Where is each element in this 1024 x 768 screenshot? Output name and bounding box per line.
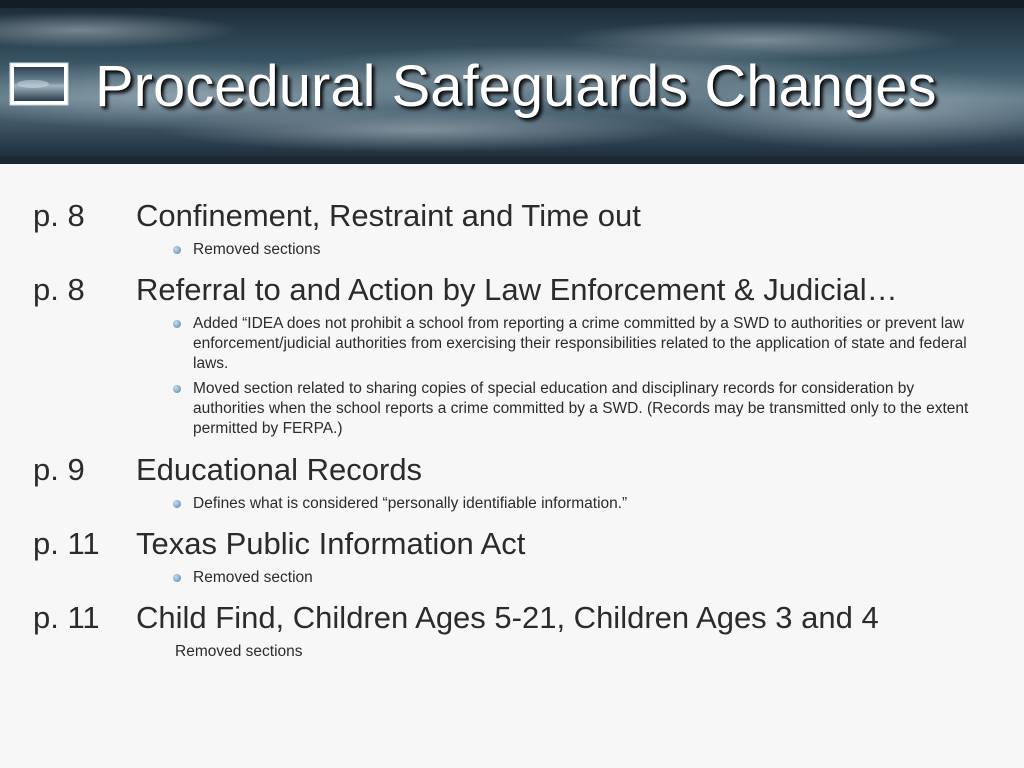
bullet-dot-icon: [173, 385, 181, 393]
page-reference: p. 9: [33, 452, 85, 487]
slide-content: [0, 164, 1024, 768]
bullet-item: [173, 494, 983, 514]
bullet-text: Removed sections: [193, 241, 321, 258]
bullet-item: [173, 379, 983, 439]
bullet-item: [173, 568, 983, 588]
bullet-text: Removed section: [193, 569, 313, 586]
bullet-list: [173, 568, 983, 593]
topic-heading: Referral to and Action by Law Enforcement & Judicial…: [136, 272, 898, 307]
topic-heading: Child Find, Children Ages 5-21, Children Ages 3 and 4: [136, 600, 879, 635]
bullet-dot-icon: [173, 320, 181, 328]
bullet-dot-icon: [173, 500, 181, 508]
slide-title-icon: [9, 62, 69, 106]
bullet-list: [173, 494, 983, 519]
bullet-list: [173, 314, 983, 444]
page-reference: p. 8: [33, 198, 85, 233]
slide-header-banner: [0, 0, 1024, 164]
bullet-list: [173, 240, 983, 265]
topic-heading: Educational Records: [136, 452, 423, 487]
bullet-item: [173, 240, 983, 260]
bullet-item: [173, 314, 983, 374]
bullet-dot-icon: [173, 246, 181, 254]
bullet-text: Defines what is considered “personally identifiable information.”: [193, 495, 628, 512]
page-reference: p. 11: [33, 600, 100, 635]
sub-note: Removed sections: [175, 643, 303, 660]
topic-heading: Texas Public Information Act: [136, 526, 526, 561]
bullet-dot-icon: [173, 574, 181, 582]
slide-title: Procedural Safeguards Changes: [95, 54, 937, 119]
bullet-text: Moved section related to sharing copies of special education and disciplinary records for consideration by authorities when the school reports a crime committed by a SWD. (Records may be transmitted only to the extent permitted by FERPA.): [193, 380, 969, 437]
bullet-text: Added “IDEA does not prohibit a school from reporting a crime committed by a SWD to authorities or prevent law enforcement/judicial authorities from exercising their responsibilities related to the application of state and federal laws.: [193, 315, 967, 372]
page-reference: p. 8: [33, 272, 85, 307]
topic-heading: Confinement, Restraint and Time out: [136, 198, 641, 233]
page-reference: p. 11: [33, 526, 100, 561]
